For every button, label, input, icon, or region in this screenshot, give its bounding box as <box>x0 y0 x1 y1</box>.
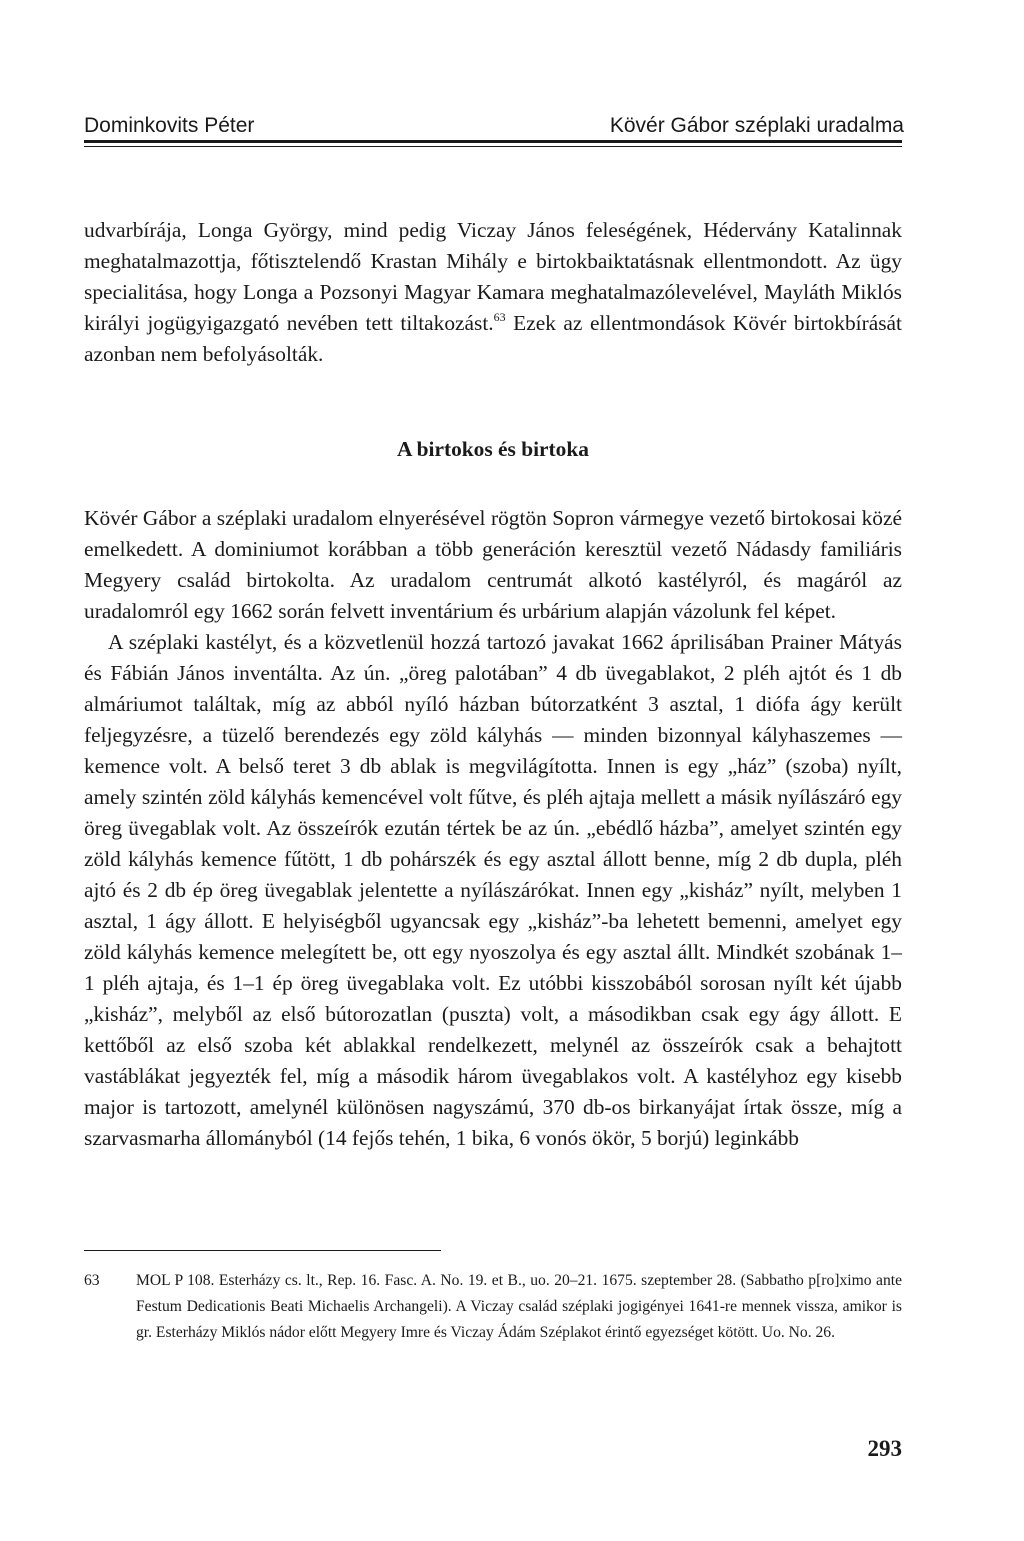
intro-paragraph-block <box>84 215 902 370</box>
footnote-divider <box>84 1250 441 1251</box>
footnote-text: MOL P 108. Esterházy cs. lt., Rep. 16. Fasc. A. No. 19. et B., uo. 20–21. 1675. szeptember 28. (Sabbatho p[ro]ximo ante Festum Dedicationis Beati Michaelis Archangeli). A Viczay család széplaki jogigényei 1641-re mennek vissza, amikor is gr. Esterházy Miklós nádor előtt Megyery Imre és Viczay Ádám Széplakot érintő egyezséget kötött. Uo. No. 26. <box>136 1272 902 1341</box>
intro-text-continued: Ezek az ellentmondások Kövér birtokbírását azonban nem befolyásolták. <box>84 311 902 366</box>
footnote-number: 63 <box>84 1272 100 1289</box>
intro-text: udvarbírája, Longa György, mind pedig Viczay János feleségének, Hédervány Katalinnak meghatalmazottja, főtisztelendő Krastan Mihály e birtokbaiktatásnak ellentmondott. Az ügy specialitása, hogy Longa a Pozsonyi Magyar Kamara meghatalmazólevelével, Mayláth Miklós királyi jogügyigazgató nevében tett tiltakozást. <box>84 218 902 335</box>
body-text <box>84 503 902 1154</box>
body-paragraph-2: A széplaki kastélyt, és a közvetlenül hozzá tartozó javakat 1662 áprilisában Prainer Mátyás és Fábián János inventálta. Az ún. „öreg palotában” 4 db üvegablakot, 2 pléh ajtót és 1 db almáriumot találtak, míg az abból nyíló házban bútorzatként 3 asztal, 1 diófa ágy került feljegyzésre, a tüzelő berendezés egy zöld kályhás — minden bizonnyal kályhaszemes — kemence volt. A belső teret 3 db ablak is megvilágította. Innen is egy „ház” (szoba) nyílt, amely szintén zöld kályhás kemencével volt fűtve, és pléh ajtaja mellett a másik nyílászáró egy öreg üvegablak volt. Az összeírók ezután tértek be az ún. „ebédlő házba”, amelyet szintén egy zöld kályhás kemence fűtött, 1 db pohárszék és egy asztal állott benne, míg 2 db dupla, pléh ajtó és 2 db ép öreg üvegablak jelentette a nyílászárókat. Innen egy „kisház” nyílt, melyben 1 asztal, 1 ágy állott. E helyiségből ugyancsak egy „kisház”-ba lehetett bemenni, amelyet egy zöld kályhás kemence melegített be, ott egy nyoszolya és egy asztal állt. Mindkét szobának 1–1 pléh ajtaja, és 1–1 ép öreg üvegablaka volt. Ez utóbbi kisszobából sorosan nyílt két újabb „kisház”, melyből az első bútorozatlan (puszta) volt, a másodikban csak egy ágy állott. E kettőből az első szoba két ablakkal rendelkezett, melynél az összeírók csak a behajtott vastáblákat jegyezték fel, míg a második három üvegablakos volt. A kastélyhoz egy kisebb major is tartozott, amelynél különösen nagyszámú, 370 db-os birkanyájat írtak össze, míg a szarvasmarha állományból (14 fejős tehén, 1 bika, 6 vonós ökör, 5 borjú) leginkább <box>84 630 902 1150</box>
footnote-reference[interactable]: 63 <box>493 310 506 324</box>
page-number: 293 <box>867 1436 902 1461</box>
running-header <box>84 104 904 138</box>
body-paragraph-1: Kövér Gábor a széplaki uradalom elnyerésével rögtön Sopron vármegye vezető birtokosai közé emelkedett. A dominiumot korábban a több generáción keresztül vezető Nádasdy familiáris Megyery család birtokolta. Az uradalom centrumát alkotó kastélyról, és magáról az uradalomról egy 1662 során felvett inventárium és urbárium alapján vázolunk fel képet. <box>84 506 902 623</box>
section-heading: A birtokos és birtoka <box>397 437 589 461</box>
footnote <box>84 1268 902 1346</box>
header-author: Dominkovits Péter <box>84 114 255 137</box>
header-rule <box>84 140 902 143</box>
intro-paragraph <box>84 215 902 370</box>
header-title: Kövér Gábor széplaki uradalma <box>609 114 904 137</box>
header-rule-thin <box>84 146 902 147</box>
